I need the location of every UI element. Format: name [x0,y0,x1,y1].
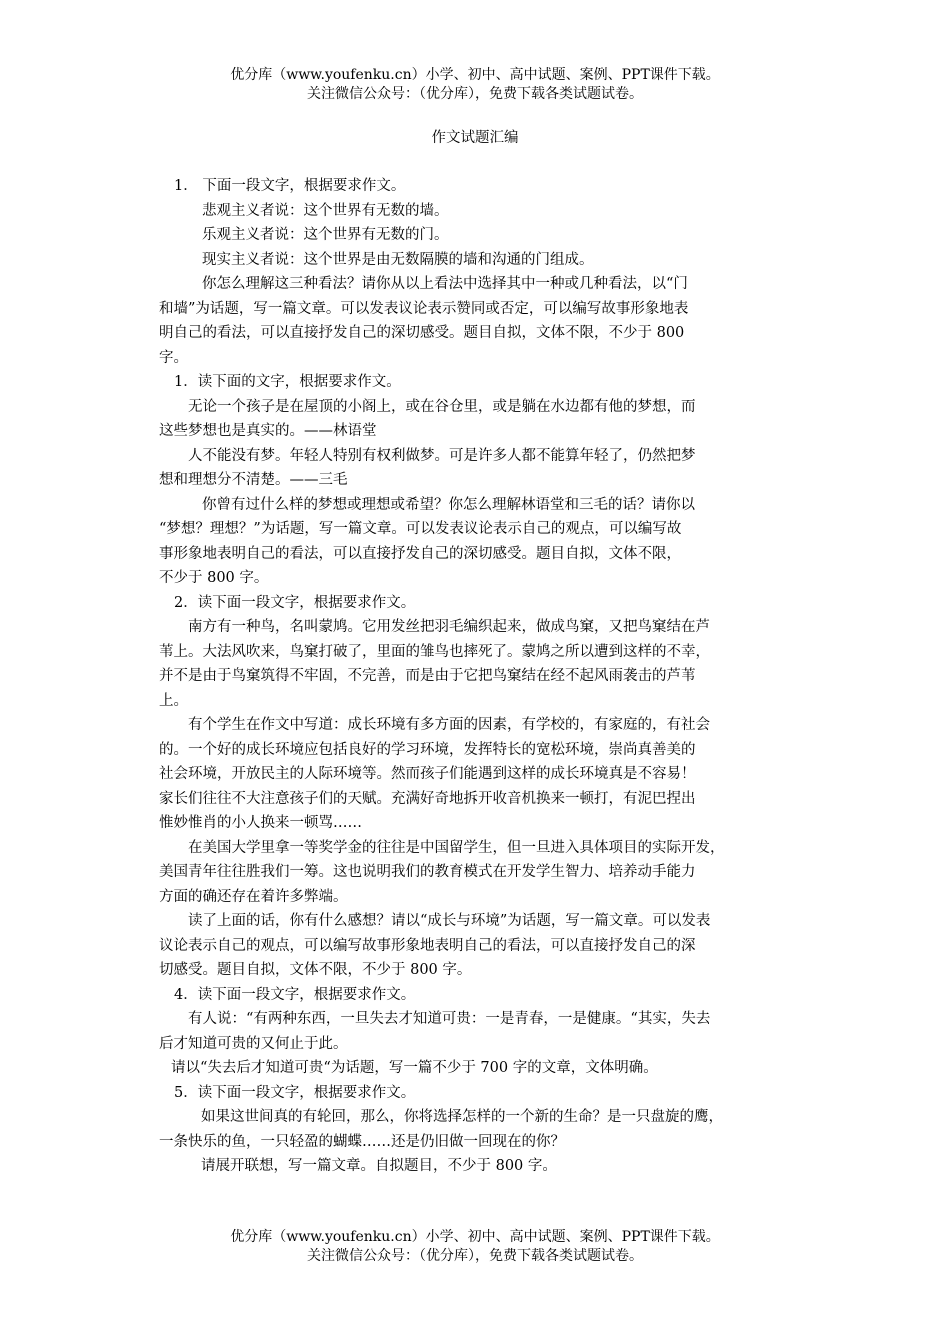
header-line-1: 优分库（www.youfenku.cn）小学、初中、高中试题、案例、PPT课件下载。 [230,67,720,83]
paragraph-line: 有人说：“有两种东西，一旦失去才知道可贵：一是青春，一是健康。“其实，失去 [188,1011,711,1027]
page-header [0,66,950,104]
paragraph-line: 你怎么理解这三种看法？请你从以上看法中选择其中一种或几种看法，以“门 [202,276,688,292]
paragraph-line: 苇上。大法风吹来，鸟窠打破了，里面的雏鸟也摔死了。蒙鸠之所以遭到这样的不幸， [159,643,710,660]
header-line-2: 关注微信公众号：（优分库），免费下载各类试题试卷。 [307,86,643,102]
paragraph-line: 南方有一种鸟，名叫蒙鸠。它用发丝把羽毛编织起来，做成鸟窠，又把鸟窠结在芦 [188,619,710,635]
paragraph-line: 请以“失去后才知道可贵“为话题，写一篇不少于 700 字的文章，文体明确。 [171,1060,658,1076]
paragraph-line: 一条快乐的鱼，一只轻盈的蝴蝶……还是仍旧做一回现在的你？ [159,1133,565,1150]
paragraph-line: 想和理想分不清楚。——三毛 [159,472,348,488]
paragraph-line: “梦想？理想？”为话题，写一篇文章。可以发表议论表示自己的观点，可以编写故 [159,521,682,537]
paragraph-line: 有个学生在作文中写道：成长环境有多方面的因素，有学校的，有家庭的，有社会 [188,717,710,733]
page-title: 作文试题汇编 [431,130,519,146]
paragraph-line: 读了上面的话，你有什么感想？请以“成长与环境”为话题，写一篇文章。可以发表 [188,913,711,929]
question-heading: 1．读下面的文字，根据要求作文。 [174,374,401,390]
paragraph-line: 现实主义者说：这个世界是由无数隔膜的墙和沟通的门组成。 [202,251,594,268]
paragraph-line: 不少于 800 字。 [159,570,269,586]
paragraph-line: 美国青年往往胜我们一筹。这也说明我们的教育模式在开发学生智力、培养动手能力 [159,864,696,880]
paragraph-line: 悲观主义者说：这个世界有无数的墙。 [202,202,449,219]
paragraph-line: 后才知道可贵的又何止于此。 [159,1035,348,1052]
paragraph-line: 上。 [159,692,188,709]
paragraph-line: 和墙”为话题，写一篇文章。可以发表议论表示赞同或否定，可以编写故事形象地表 [159,300,689,317]
paragraph-line: 字。 [159,349,188,366]
paragraph-line: 的。一个好的成长环境应包括良好的学习环境，发挥特长的宽松环境，崇尚真善美的 [159,741,696,758]
paragraph-line: 惟妙惟肖的小人换来一顿骂…… [159,815,362,831]
page-footer [0,1228,950,1266]
document-body [159,174,801,1179]
question-heading: 1． 下面一段文字，根据要求作文。 [174,178,406,194]
paragraph-line: 并不是由于鸟窠筑得不牢固，不完善，而是由于它把鸟窠结在经不起风雨袭击的芦苇 [159,668,696,684]
footer-line-2: 关注微信公众号：（优分库），免费下载各类试题试卷。 [307,1248,643,1264]
paragraph-line: 明自己的看法，可以直接抒发自己的深切感受。题目自拟，文体不限，不少于 800 [159,325,685,341]
footer-line-1: 优分库（www.youfenku.cn）小学、初中、高中试题、案例、PPT课件下载。 [230,1229,720,1245]
paragraph-line: 这些梦想也是真实的。——林语堂 [159,423,377,439]
paragraph-line: 切感受。题目自拟，文体不限，不少于 800 字。 [159,962,472,978]
question-heading: 5．读下面一段文字，根据要求作文。 [174,1084,416,1101]
paragraph-line: 请展开联想，写一篇文章。自拟题目，不少于 800 字。 [201,1158,557,1174]
paragraph-line: 无论一个孩子是在屋顶的小阁上，或在谷仓里，或是躺在水边都有他的梦想，而 [188,398,696,415]
paragraph-line: 议论表示自己的观点，可以编写故事形象地表明自己的看法，可以直接抒发自己的深 [159,937,696,954]
paragraph-line: 在美国大学里拿一等奖学金的往往是中国留学生，但一旦进入具体项目的实际开发， [188,839,725,856]
paragraph-line: 事形象地表明自己的看法，可以直接抒发自己的深切感受。题目自拟，文体不限， [159,545,681,562]
question-heading: 4．读下面一段文字，根据要求作文。 [174,986,416,1003]
question-heading: 2．读下面一段文字，根据要求作文。 [174,594,416,611]
paragraph-line: 家长们往往不大注意孩子们的天赋。充满好奇地拆开收音机换来一顿打，有泥巴捏出 [159,790,696,807]
paragraph-line: 如果这世间真的有轮回，那么，你将选择怎样的一个新的生命？是一只盘旋的鹰， [201,1109,723,1125]
paragraph-line: 乐观主义者说：这个世界有无数的门。 [202,227,449,243]
paragraph-line: 方面的确还存在着许多弊端。 [159,888,348,905]
paragraph-line: 人不能没有梦。年轻人特别有权利做梦。可是许多人都不能算年轻了，仍然把梦 [188,447,696,464]
paragraph-line: 社会环境，开放民主的人际环境等。然而孩子们能遇到这样的成长环境真是不容易！ [159,766,696,782]
paragraph-line: 你曾有过什么样的梦想或理想或希望？你怎么理解林语堂和三毛的话？请你以 [202,496,695,513]
